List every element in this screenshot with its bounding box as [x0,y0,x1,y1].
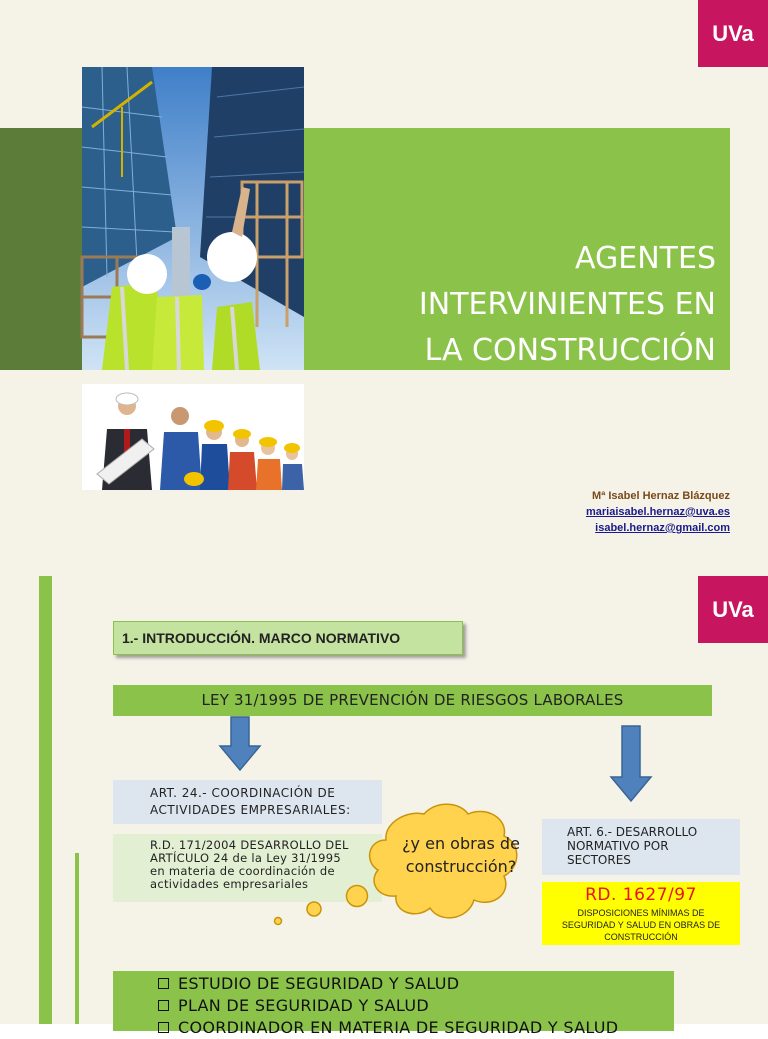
construction-team-photo [82,384,304,490]
rd171-line-1: R.D. 171/2004 DESARROLLO DEL [150,838,349,852]
author-email-uva[interactable]: mariaisabel.hernaz@uva.es [585,506,730,518]
list-item [158,973,674,995]
construction-workers-photo [82,67,304,370]
rd171-line-4: actividades empresariales [150,877,309,891]
section-title: 1.- INTRODUCCIÓN. MARCO NORMATIVO [113,621,463,655]
bullet-list [113,971,674,1037]
bullet-text: PLAN DE SEGURIDAD Y SALUD [178,996,429,1015]
art6-box [542,819,740,875]
art6-line-2: NORMATIVO POR [567,839,669,853]
checkbox-bullet-icon [158,978,169,989]
law-banner: LEY 31/1995 DE PREVENCIÓN DE RIESGOS LABORALES [113,685,712,716]
art6-line-1: ART. 6.- DESARROLLO [567,825,698,839]
left-accent-line [75,853,79,1024]
bullet-text: ESTUDIO DE SEGURIDAD Y SALUD [178,974,460,993]
title-line-3: LA CONSTRUCCIÓN [424,333,716,368]
list-item [158,995,674,1017]
bullet-text: COORDINADOR EN MATERIA DE SEGURIDAD Y SALUD [178,1018,619,1037]
uva-logo: UVa [698,576,768,643]
art24-line-1: ART. 24.- COORDINACIÓN DE [150,786,336,800]
author-block [586,488,730,536]
checkbox-bullet-icon [158,1022,169,1033]
dark-green-band [0,128,82,370]
rd171-line-3: en materia de coordinación de [150,864,335,878]
checkbox-bullet-icon [158,1000,169,1011]
rd1627-code: RD. 1627/97 [585,885,697,905]
list-item [158,1017,674,1039]
normative-slide [0,553,768,1037]
left-accent-bar [39,576,52,1024]
author-name: Mª Isabel Hernaz Blázquez [592,490,730,502]
arrow-down-left-icon [218,716,262,772]
question-text [396,832,526,878]
rd171-line-2: ARTÍCULO 24 de la Ley 31/1995 [150,851,342,865]
slide-title [310,236,716,374]
art24-line-2: ACTIVIDADES EMPRESARIALES: [150,803,351,817]
author-email-gmail[interactable]: isabel.hernaz@gmail.com [595,522,730,534]
rd1627-description: DISPOSICIONES MÍNIMAS DE SEGURIDAD Y SALUD EN OBRAS DE CONSTRUCCIÓN [561,908,721,942]
title-line-2: INTERVINIENTES EN [418,287,716,322]
question-line-2: construcción? [405,857,517,876]
rd1627-box [542,882,740,945]
arrow-down-right-icon [609,725,653,803]
uva-logo: UVa [698,0,768,67]
title-line-1: AGENTES [575,241,716,276]
question-line-1: ¿y en obras de [402,834,520,853]
art6-line-3: SECTORES [567,853,631,867]
